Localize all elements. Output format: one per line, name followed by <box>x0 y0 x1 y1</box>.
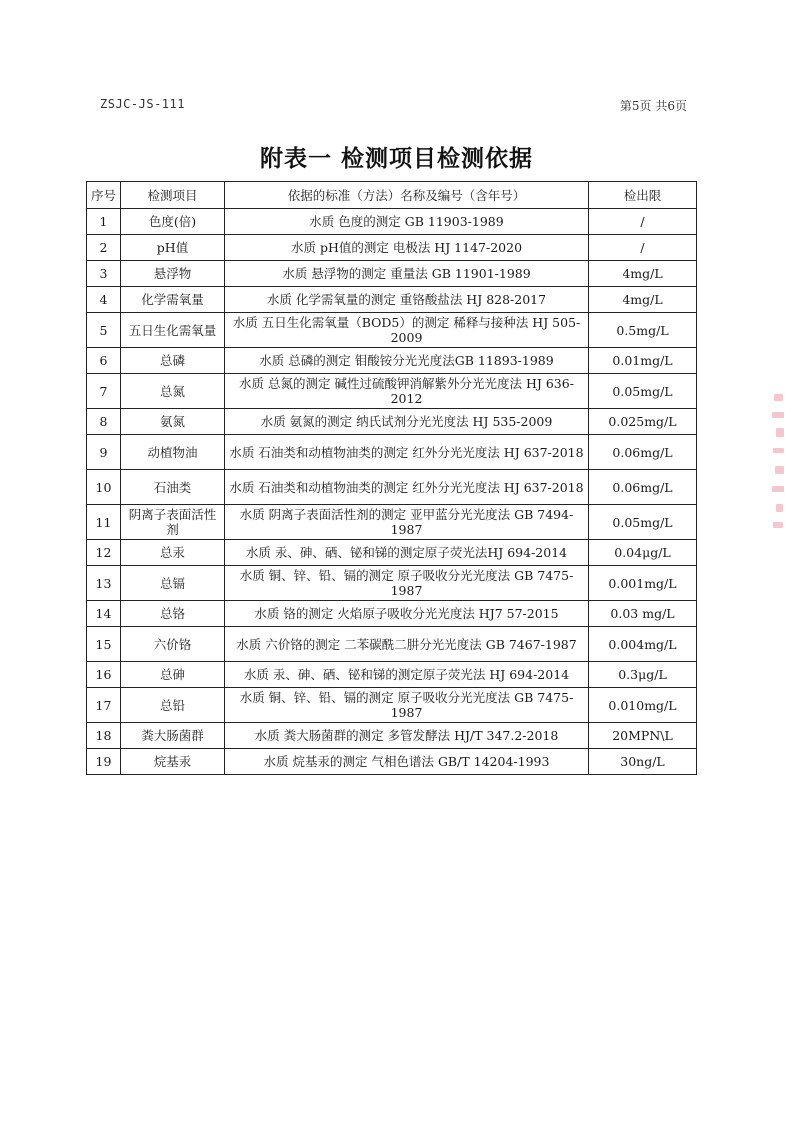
cell-item: 总镉 <box>121 566 225 601</box>
cell-no: 2 <box>87 235 121 261</box>
cell-standard: 水质 石油类和动植物油类的测定 红外分光光度法 HJ 637-2018 <box>225 435 589 470</box>
cell-no: 19 <box>87 749 121 775</box>
cell-item: 总铅 <box>121 688 225 723</box>
cell-item: 总汞 <box>121 540 225 566</box>
cell-no: 11 <box>87 505 121 540</box>
cell-limit: 0.3μg/L <box>589 662 697 688</box>
cell-no: 17 <box>87 688 121 723</box>
table-row <box>87 540 697 566</box>
cell-limit: 0.025mg/L <box>589 409 697 435</box>
header-standard: 依据的标准（方法）名称及编号（含年号） <box>225 182 589 209</box>
cell-no: 13 <box>87 566 121 601</box>
cell-limit: / <box>589 235 697 261</box>
cell-standard: 水质 总氮的测定 碱性过硫酸钾消解紫外分光光度法 HJ 636-2012 <box>225 374 589 409</box>
table-header-row <box>87 182 697 209</box>
table-row <box>87 470 697 505</box>
cell-no: 9 <box>87 435 121 470</box>
table-row <box>87 209 697 235</box>
cell-standard: 水质 总磷的测定 钼酸铵分光光度法GB 11893-1989 <box>225 348 589 374</box>
cell-standard: 水质 色度的测定 GB 11903-1989 <box>225 209 589 235</box>
cell-no: 15 <box>87 627 121 662</box>
cell-item: 粪大肠菌群 <box>121 723 225 749</box>
cell-limit: 0.5mg/L <box>589 313 697 348</box>
cell-item: 动植物油 <box>121 435 225 470</box>
cell-limit: 0.06mg/L <box>589 435 697 470</box>
cell-item: 总砷 <box>121 662 225 688</box>
table-row <box>87 348 697 374</box>
cell-item: 五日生化需氧量 <box>121 313 225 348</box>
cell-no: 14 <box>87 601 121 627</box>
cell-limit: 0.01mg/L <box>589 348 697 374</box>
table-row <box>87 723 697 749</box>
table-row <box>87 566 697 601</box>
cell-standard: 水质 氨氮的测定 纳氏试剂分光光度法 HJ 535-2009 <box>225 409 589 435</box>
cell-limit: 0.06mg/L <box>589 470 697 505</box>
cell-limit: 30ng/L <box>589 749 697 775</box>
cell-standard: 水质 五日生化需氧量（BOD5）的测定 稀释与接种法 HJ 505-2009 <box>225 313 589 348</box>
cell-standard: 水质 铜、锌、铅、镉的测定 原子吸收分光光度法 GB 7475-1987 <box>225 566 589 601</box>
cell-no: 7 <box>87 374 121 409</box>
cell-item: 烷基汞 <box>121 749 225 775</box>
table-row <box>87 627 697 662</box>
table-row <box>87 749 697 775</box>
cell-limit: 4mg/L <box>589 261 697 287</box>
cell-standard: 水质 铜、锌、铅、镉的测定 原子吸收分光光度法 GB 7475-1987 <box>225 688 589 723</box>
table-row <box>87 435 697 470</box>
table-row <box>87 662 697 688</box>
cell-no: 6 <box>87 348 121 374</box>
cell-limit: / <box>589 209 697 235</box>
cell-item: 阴离子表面活性剂 <box>121 505 225 540</box>
cell-standard: 水质 粪大肠菌群的测定 多管发酵法 HJ/T 347.2-2018 <box>225 723 589 749</box>
cell-limit: 0.010mg/L <box>589 688 697 723</box>
cell-standard: 水质 pH值的测定 电极法 HJ 1147-2020 <box>225 235 589 261</box>
cell-limit: 20MPN\L <box>589 723 697 749</box>
cell-no: 1 <box>87 209 121 235</box>
cell-no: 5 <box>87 313 121 348</box>
cell-standard: 水质 汞、砷、硒、铋和锑的测定原子荧光法HJ 694-2014 <box>225 540 589 566</box>
cell-item: 石油类 <box>121 470 225 505</box>
cell-limit: 0.03 mg/L <box>589 601 697 627</box>
page-title: 附表一 检测项目检测依据 <box>259 146 533 172</box>
page-number: 第5页 共6页 <box>619 99 687 113</box>
cell-item: 六价铬 <box>121 627 225 662</box>
cell-limit: 0.001mg/L <box>589 566 697 601</box>
header-item: 检测项目 <box>121 182 225 209</box>
table-body <box>87 209 697 775</box>
cell-standard: 水质 阴离子表面活性剂的测定 亚甲蓝分光光度法 GB 7494-1987 <box>225 505 589 540</box>
cell-limit: 0.004mg/L <box>589 627 697 662</box>
cell-item: pH值 <box>121 235 225 261</box>
cell-standard: 水质 石油类和动植物油类的测定 红外分光光度法 HJ 637-2018 <box>225 470 589 505</box>
cell-no: 18 <box>87 723 121 749</box>
edge-seal-stamp <box>768 388 790 538</box>
cell-limit: 4mg/L <box>589 287 697 313</box>
cell-standard: 水质 铬的测定 火焰原子吸收分光光度法 HJ7 57-2015 <box>225 601 589 627</box>
table-row <box>87 688 697 723</box>
cell-item: 化学需氧量 <box>121 287 225 313</box>
table-row <box>87 261 697 287</box>
table-row <box>87 409 697 435</box>
cell-item: 悬浮物 <box>121 261 225 287</box>
cell-limit: 0.05mg/L <box>589 374 697 409</box>
cell-standard: 水质 六价铬的测定 二苯碳酰二肼分光光度法 GB 7467-1987 <box>225 627 589 662</box>
header-no: 序号 <box>87 182 121 209</box>
doc-code: ZSJC-JS-111 <box>100 97 185 111</box>
cell-standard: 水质 烷基汞的测定 气相色谱法 GB/T 14204-1993 <box>225 749 589 775</box>
cell-item: 氨氮 <box>121 409 225 435</box>
basis-table <box>86 181 697 775</box>
table-row <box>87 287 697 313</box>
cell-standard: 水质 汞、砷、硒、铋和锑的测定原子荧光法 HJ 694-2014 <box>225 662 589 688</box>
cell-standard: 水质 悬浮物的测定 重量法 GB 11901-1989 <box>225 261 589 287</box>
cell-no: 10 <box>87 470 121 505</box>
cell-limit: 0.05mg/L <box>589 505 697 540</box>
cell-item: 总铬 <box>121 601 225 627</box>
table-row <box>87 235 697 261</box>
cell-no: 16 <box>87 662 121 688</box>
cell-item: 总磷 <box>121 348 225 374</box>
table-row <box>87 601 697 627</box>
cell-standard: 水质 化学需氧量的测定 重铬酸盐法 HJ 828-2017 <box>225 287 589 313</box>
header-limit: 检出限 <box>589 182 697 209</box>
cell-item: 色度(倍) <box>121 209 225 235</box>
cell-no: 8 <box>87 409 121 435</box>
cell-no: 4 <box>87 287 121 313</box>
cell-limit: 0.04μg/L <box>589 540 697 566</box>
cell-no: 3 <box>87 261 121 287</box>
table-row <box>87 374 697 409</box>
cell-item: 总氮 <box>121 374 225 409</box>
table-row <box>87 505 697 540</box>
table-row <box>87 313 697 348</box>
cell-no: 12 <box>87 540 121 566</box>
